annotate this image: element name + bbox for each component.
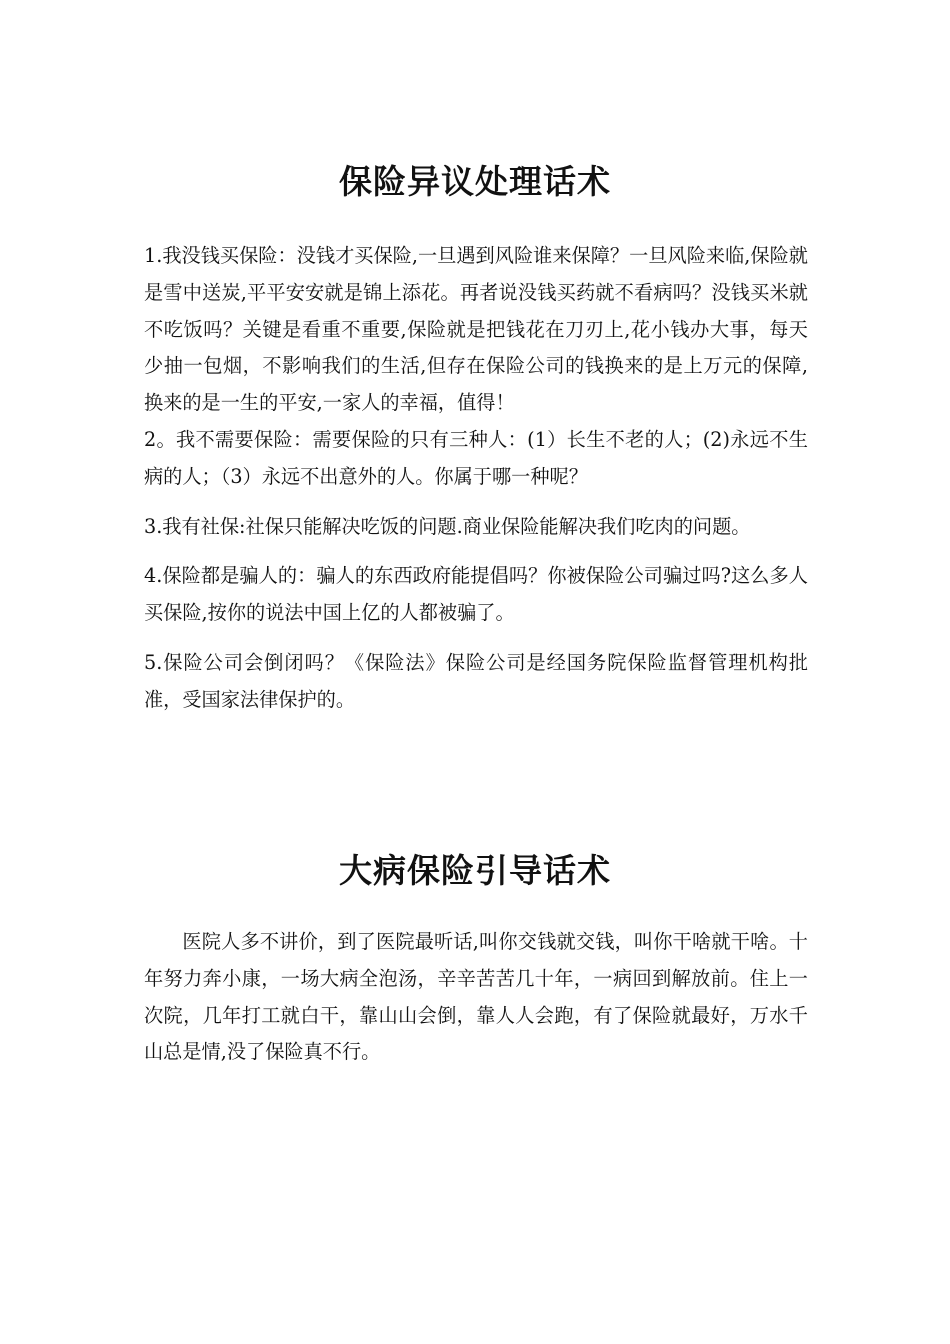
objection-list [144, 238, 808, 719]
objection-item-1: 1.我没钱买保险：没钱才买保险,一旦遇到风险谁来保障？一旦风险来临,保险就是雪中送炭,平平安安就是锦上添花。再者说没钱买药就不看病吗？没钱买米就不吃饭吗？关键是看重不重要,保险就是把钱花在刀刃上,花小钱办大事，每天少抽一包烟，不影响我们的生活,但存在保险公司的钱换来的是上万元的保障,换来的是一生的平安,一家人的幸福，值得！ [144, 244, 808, 415]
guide-section [144, 924, 808, 1071]
objection-item-4: 4.保险都是骗人的：骗人的东西政府能提倡吗？你被保险公司骗过吗?这么多人买保险,按你的说法中国上亿的人都被骗了。 [144, 564, 808, 625]
objection-item-3: 3.我有社保:社保只能解决吃饭的问题.商业保险能解决我们吃肉的问题。 [144, 514, 751, 538]
title-critical-illness-guide: 大病保险引导话术 [339, 851, 611, 890]
title-objection-handling: 保险异议处理话术 [339, 162, 611, 201]
objection-item-5: 5.保险公司会倒闭吗？《保险法》保险公司是经国务院保险监督管理机构批准，受国家法律保护的。 [144, 650, 808, 711]
guide-paragraph: 医院人多不讲价，到了医院最听话,叫你交钱就交钱，叫你干啥就干啥。十年努力奔小康，一场大病全泡汤，辛辛苦苦几十年，一病回到解放前。住上一次院，几年打工就白干，靠山山会倒，靠人人会跑，有了保险就最好，万水千山总是情,没了保险真不行。 [144, 930, 808, 1064]
objection-item-2: 2。我不需要保险：需要保险的只有三种人：(1）长生不老的人；(2)永远不生病的人；（3）永远不出意外的人。你属于哪一种呢？ [144, 427, 808, 488]
